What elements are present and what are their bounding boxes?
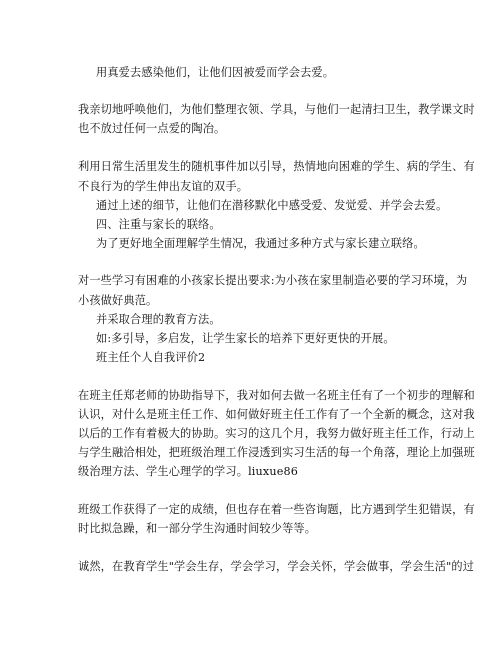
text-line: 在班主任郑老师的协助指导下，我对如何去做一名班主任有了一个初步的理解和: [78, 389, 475, 402]
text-line: 并采取合理的教育方法。: [96, 313, 221, 326]
text-line: 不良行为的学生伸出友谊的双手。: [78, 180, 249, 193]
text-line: 小孩做好典范。: [78, 294, 158, 307]
section-heading: 四、注重与家长的联络。: [96, 218, 221, 231]
text-line: 利用日常生活里发生的随机事件加以引导，热情地向困难的学生、病的学生、有: [78, 160, 475, 173]
text-line: 班级工作获得了一定的成绩，但也存在着一些咨询题，比方遇到学生犯错误，有: [78, 503, 475, 516]
section-title: 班主任个人自我评价2: [96, 351, 206, 364]
text-line: 对一些学习有困难的小孩家长提出要求:为小孩在家里制造必要的学习环境，为: [78, 274, 468, 287]
text-line: 时比拟急躁，和一部分学生沟通时间较少等等。: [78, 522, 317, 535]
text-line: 与学生融洽相处，把班级治理工作浸透到实习生活的每一个角落，理论上加强班: [78, 446, 475, 459]
text-line: 我亲切地呼唤他们，为他们整理衣领、学具，与他们一起清扫卫生，教学课文时: [78, 103, 475, 116]
text-line: 通过上述的细节，让他们在潜移默化中感受爱、发觉爱、并学会去爱。: [96, 199, 448, 212]
text-line: 用真爱去感染他们，让他们因被爱而学会去爱。: [96, 66, 335, 79]
text-line: 级治理方法、学生心理学的学习。liuxue86: [78, 465, 298, 478]
text-line: 如:多引导，多启发，让学生家长的培养下更好更快的开展。: [96, 332, 395, 345]
text-line: 为了更好地全面理解学生情况，我通过多种方式与家长建立联络。: [96, 237, 425, 250]
text-line: 诚然，在教育学生"学会生存，学会学习，学会关怀，学会做事，学会生活"的过: [78, 560, 475, 573]
text-line: 也不放过任何一点爱的陶冶。: [78, 122, 226, 135]
text-line: 以后的工作有着极大的协助。实习的这几个月，我努力做好班主任工作，行动上: [78, 427, 475, 440]
text-line: 认识，对什么是班主任工作、如何做好班主任工作有了一个全新的概念，这对我: [78, 408, 475, 421]
